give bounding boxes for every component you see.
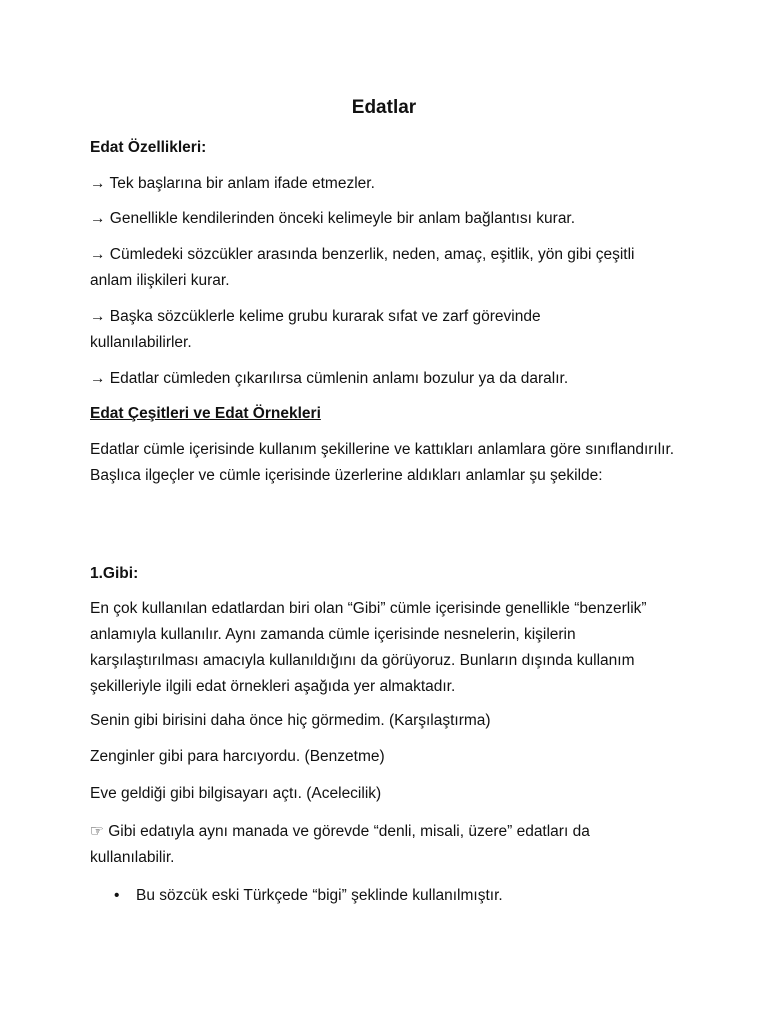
property-item: → Tek başlarına bir anlam ifade etmezler. [90,175,375,192]
example-sentence: Zenginler gibi para harcıyordu. (Benzetme) [90,748,385,765]
example-sentence: Eve geldiği gibi bilgisayarı açtı. (Acelecilik) [90,785,382,802]
bullet-list-item [114,883,674,909]
property-item: → Genellikle kendilerinden önceki kelimeyle bir anlam bağlantısı kurar. [90,210,576,227]
section-heading-types: Edat Çeşitleri ve Edat Örnekleri [90,405,321,422]
property-item: → Başka sözcüklerle kelime grubu kurarak sıfat ve zarf görevinde kullanılabilirler. [90,308,541,351]
section-heading-properties: Edat Özellikleri: [90,139,207,156]
property-item: → Cümledeki sözcükler arasında benzerlik, neden, amaç, eşitlik, yön gibi çeşitli anlam ilişkileri kurar. [90,246,635,289]
types-intro-paragraph: Edatlar cümle içerisinde kullanım şekillerine ve kattıkları anlamlara göre sınıflandırılır. Başlıca ilgeçler ve cümle içerisinde üzerlerine aldıkları anlamlar şu şekilde: [90,441,675,484]
property-item: → Edatlar cümleden çıkarılırsa cümlenin anlamı bozulur ya da daralır. [90,370,569,387]
example-sentence: Senin gibi birisini daha önce hiç görmedim. (Karşılaştırma) [90,712,491,729]
note-paragraph: ☞ Gibi edatıyla aynı manada ve görevde “denli, misali, üzere” edatları da kullanılabilir. [90,823,590,866]
bullet-icon: • [114,887,120,904]
bullet-text: Bu sözcük eski Türkçede “bigi” şeklinde kullanılmıştır. [136,887,503,904]
section-heading-gibi: 1.Gibi: [90,565,139,582]
gibi-paragraph: En çok kullanılan edatlardan biri olan “Gibi” cümle içerisinde genellikle “benzerlik” anlamıyla kullanılır. Aynı zamanda cümle içerisinde nesnelerin, kişilerin karşılaştırılması amacıyla kullanıldığını da görüyoruz. Bunların dışında kullanım şekilleriyle ilgili edat örnekleri aşağıda yer almaktadır. [90,600,647,695]
page-title: Edatlar [351,97,417,118]
